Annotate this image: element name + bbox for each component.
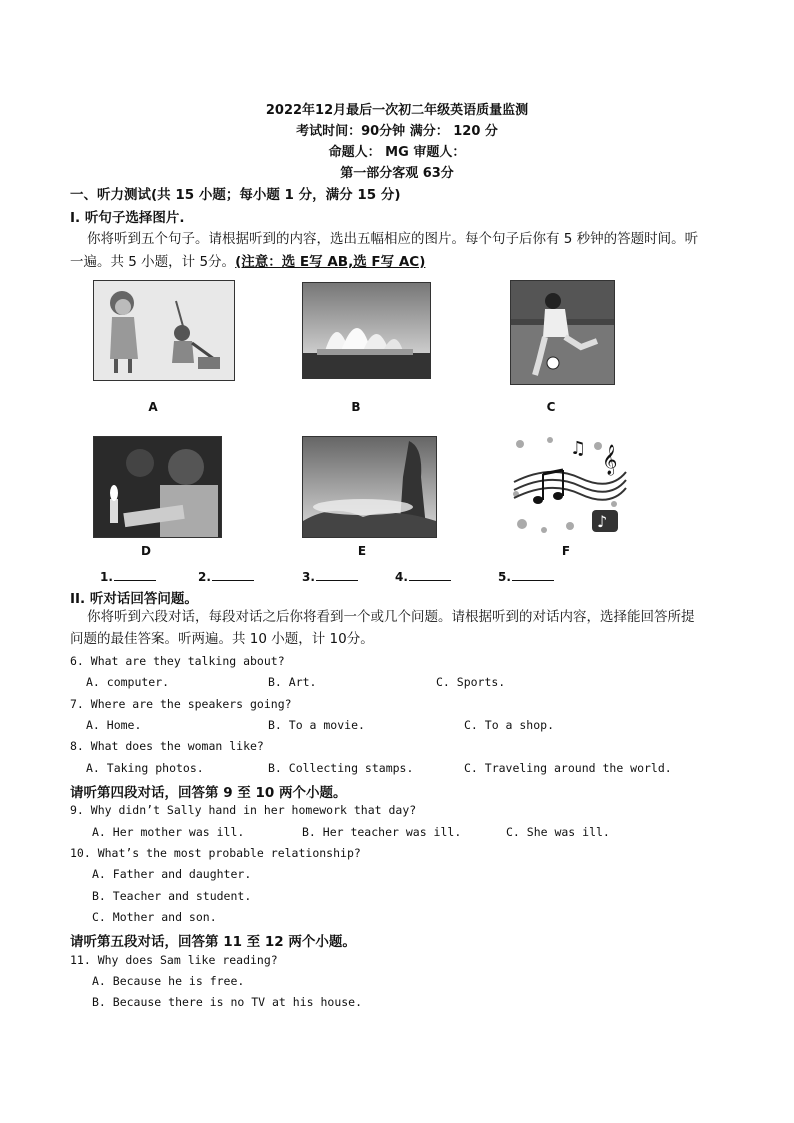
answer-blank-number: 4. (395, 570, 408, 584)
svg-text:♪: ♪ (597, 512, 608, 531)
q11-option-b[interactable]: B. Because there is no TV at his house. (92, 995, 363, 1009)
picture-b (302, 282, 431, 379)
picture-a (93, 280, 235, 381)
q7-option-c[interactable]: C. To a shop. (464, 718, 555, 732)
q10-option-b[interactable]: B. Teacher and student. (92, 889, 252, 903)
answer-blank-4[interactable] (395, 568, 451, 584)
question-7: 7. Where are the speakers going? (70, 697, 292, 711)
kids-drawing-icon (94, 281, 234, 380)
part1-note: (注意：选 E写 AB,选 F写 AC) (235, 254, 426, 270)
picture-label-c: C (546, 400, 556, 414)
question-6: 6. What are they talking about? (70, 654, 285, 668)
picture-label-a: A (148, 400, 158, 414)
question-10: 10. What’s the most probable relationship? (70, 846, 361, 860)
answer-blank-number: 3. (302, 570, 315, 584)
part1-instruction-line2 (70, 251, 425, 274)
q7-option-a[interactable]: A. Home. (86, 718, 142, 732)
candle-study-icon (94, 437, 221, 537)
q11-option-a[interactable]: A. Because he is free. (92, 974, 245, 988)
question-8: 8. What does the woman like? (70, 739, 264, 753)
question-9: 9. Why didn’t Sally hand in her homework that day? (70, 803, 417, 817)
part1-instruction-line1: 你将听到五个句子。请根据听到的内容，选出五幅相应的图片。每个句子后你有 5 秒钟的答题时间。听 (87, 231, 699, 247)
picture-c (510, 280, 615, 385)
answer-blank-2[interactable] (198, 568, 254, 584)
part1-heading: I. 听句子选择图片. (70, 210, 185, 226)
picture-label-d: D (141, 544, 151, 558)
q6-option-b[interactable]: B. Art. (268, 675, 317, 689)
picture-label-f: F (561, 544, 571, 558)
part1-instruction-text: 一遍。共 5 小题，计 5分。 (70, 254, 236, 270)
q6-option-a[interactable]: A. computer. (86, 675, 170, 689)
soccer-player-icon (511, 281, 614, 384)
q10-option-a[interactable]: A. Father and daughter. (92, 867, 252, 881)
part-title: 第一部分客观 63分 (340, 166, 454, 181)
part2-heading: II. 听对话回答问题。 (70, 591, 198, 607)
picture-label-e: E (357, 544, 367, 558)
q10-option-c[interactable]: C. Mother and son. (92, 910, 217, 924)
dialog-5-instruction: 请听第五段对话，回答第 11 至 12 两个小题。 (70, 934, 356, 950)
answer-blank-3[interactable] (302, 568, 358, 584)
q8-option-b[interactable]: B. Collecting stamps. (268, 761, 414, 775)
q8-option-c[interactable]: C. Traveling around the world. (464, 761, 672, 775)
picture-label-b: B (351, 400, 361, 414)
answer-blank-number: 5. (498, 570, 511, 584)
q8-option-a[interactable]: A. Taking photos. (86, 761, 204, 775)
section-heading: 一、听力测试(共 15 小题；每小题 1 分，满分 15 分) (70, 187, 401, 203)
answer-blank-number: 2. (198, 570, 211, 584)
q6-option-c[interactable]: C. Sports. (436, 675, 506, 689)
part2-instruction-line1: 你将听到六段对话，每段对话之后你将看到一个或几个问题。请根据听到的对话内容，选择能回答所提 (87, 609, 695, 625)
answer-blank-1[interactable] (100, 568, 156, 584)
q7-option-b[interactable]: B. To a movie. (268, 718, 365, 732)
q9-option-c[interactable]: C. She was ill. (506, 825, 610, 839)
picture-d (93, 436, 222, 538)
mountain-icon (303, 437, 436, 537)
svg-text:♫: ♫ (570, 438, 587, 459)
opera-house-icon (303, 283, 430, 378)
q9-option-a[interactable]: A. Her mother was ill. (92, 825, 245, 839)
answer-blank-number: 1. (100, 570, 113, 584)
answer-blank-5[interactable] (498, 568, 554, 584)
picture-f (510, 434, 628, 538)
svg-text:𝄞: 𝄞 (602, 445, 618, 475)
part2-instruction-line2: 问题的最佳答案。听两遍。共 10 小题，计 10分。 (70, 631, 374, 647)
dialog-4-instruction: 请听第四段对话，回答第 9 至 10 两个小题。 (70, 785, 347, 801)
q9-option-b[interactable]: B. Her teacher was ill. (302, 825, 462, 839)
music-notes-icon (510, 434, 628, 538)
exam-title: 2022年12月最后一次初二年级英语质量监测 (265, 103, 529, 118)
exam-authors: 命题人： MG 审题人： (328, 145, 466, 160)
picture-e (302, 436, 437, 538)
exam-info: 考试时间：90分钟 满分： 120 分 (296, 124, 498, 139)
question-11: 11. Why does Sam like reading? (70, 953, 278, 967)
